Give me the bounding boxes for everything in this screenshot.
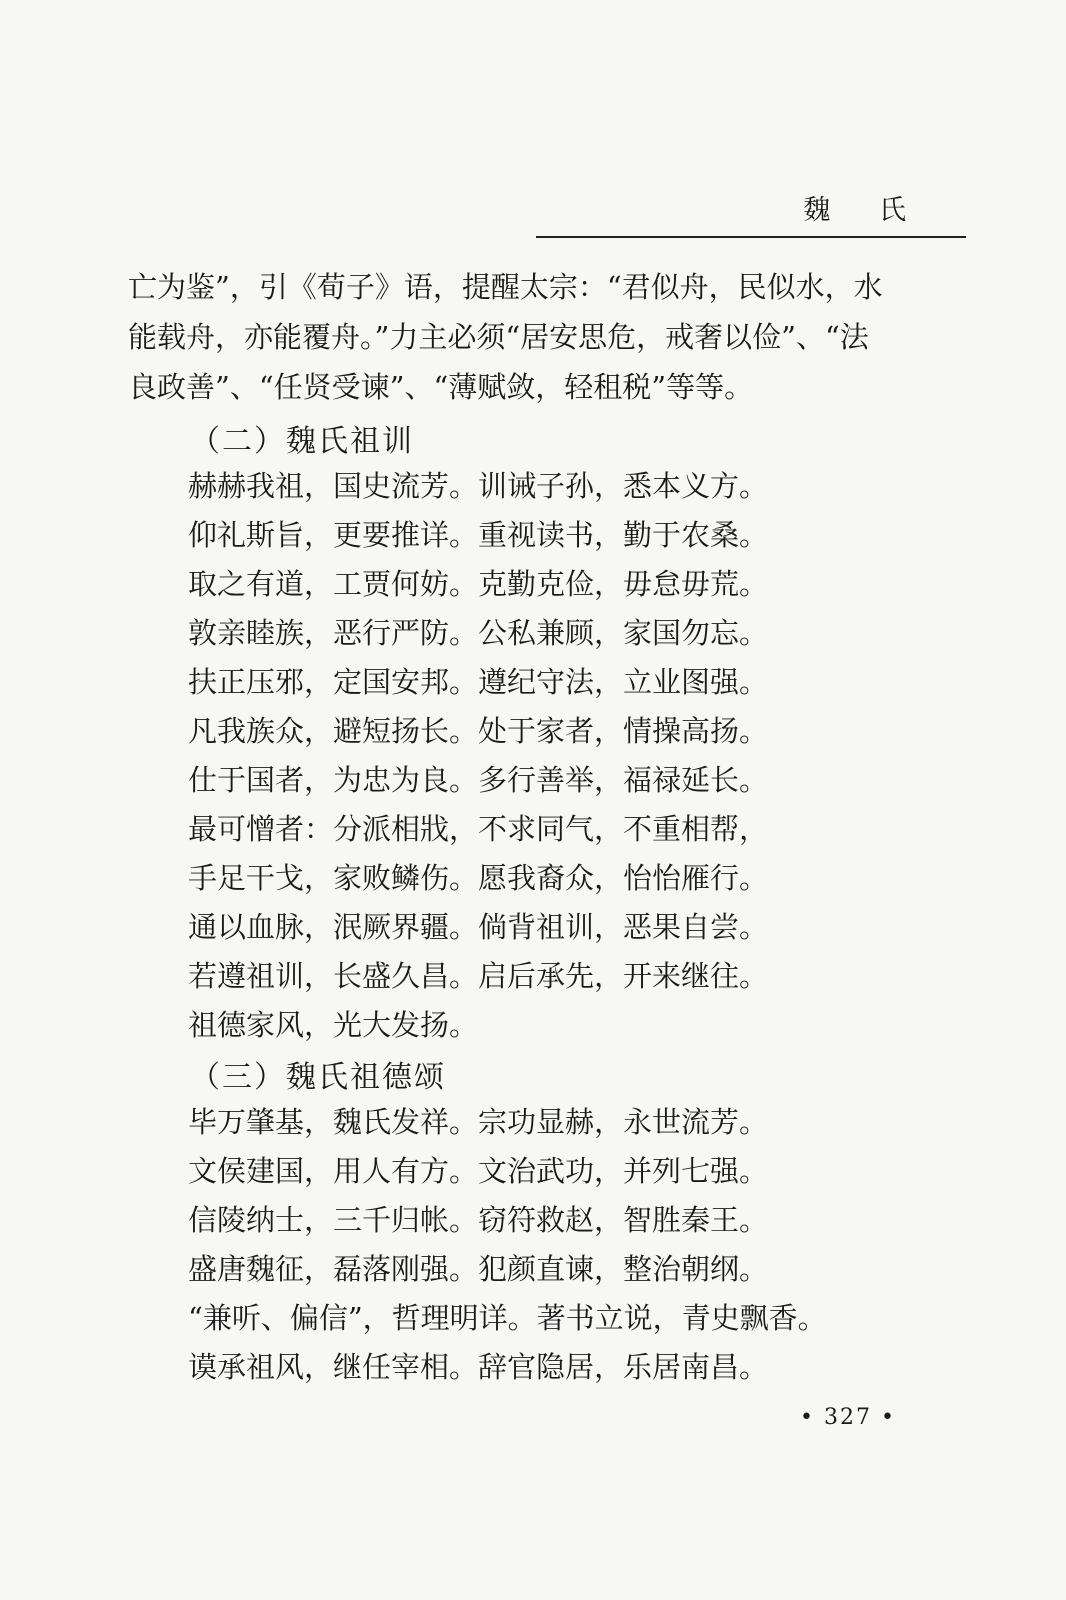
- verse-line: 文侯建国，用人有方。文治武功，并列七强。: [188, 1154, 769, 1188]
- verse-line: 赫赫我祖，国史流芳。训诫子孙，悉本义方。: [188, 469, 769, 503]
- section-heading-ancestral-instructions: （二）魏氏祖训: [190, 424, 414, 459]
- verse-line: 仕于国者，为忠为良。多行善举，福禄延长。: [188, 763, 769, 797]
- verse-line: 谟承祖风，继任宰相。辞官隐居，乐居南昌。: [188, 1350, 769, 1384]
- page-number: • 327 •: [800, 1405, 896, 1430]
- verse-line: 若遵祖训，长盛久昌。启后承先，开来继往。: [188, 959, 769, 993]
- ancestral-instructions-verse: [188, 462, 948, 1050]
- running-header: 魏 氏: [803, 195, 926, 226]
- verse-line: 仰礼斯旨，更要推详。重视读书，勤于农桑。: [188, 518, 769, 552]
- verse-line: 通以血脉，泯厥界疆。倘背祖训，恶果自尝。: [188, 910, 769, 944]
- verse-line: 凡我族众，避短扬长。处于家者，情操高扬。: [188, 714, 769, 748]
- verse-line: 扶正压邪，定国安邦。遵纪守法，立业图强。: [188, 665, 769, 699]
- verse-line: 手足干戈，家败鳞伤。愿我裔众，怡怡雁行。: [188, 861, 769, 895]
- section-heading-ancestral-virtue-ode: （三）魏氏祖德颂: [190, 1060, 446, 1095]
- verse-line: 祖德家风，光大发扬。: [188, 1008, 479, 1042]
- verse-line: 盛唐魏征，磊落刚强。犯颜直谏，整治朝纲。: [188, 1252, 769, 1286]
- verse-line: “兼听、偏信”，哲理明详。著书立说，青史飘香。: [188, 1301, 827, 1335]
- ancestral-virtue-ode-verse: [188, 1098, 948, 1392]
- intro-line: 良政善”、“任贤受谏”、“薄赋敛，轻租税”等等。: [128, 370, 754, 404]
- verse-line: 敦亲睦族，恶行严防。公私兼顾，家国勿忘。: [188, 616, 769, 650]
- verse-line: 最可憎者：分派相戕，不求同气，不重相帮，: [188, 812, 769, 846]
- intro-line: 能载舟，亦能覆舟。”力主必须“居安思危，戒奢以俭”、“法: [128, 320, 869, 354]
- intro-line: 亡为鉴”，引《荀子》语，提醒太宗：“君似舟，民似水，水: [128, 270, 883, 304]
- verse-line: 毕万肇基，魏氏发祥。宗功显赫，永世流芳。: [188, 1105, 769, 1139]
- header-rule: [536, 236, 966, 238]
- verse-line: 取之有道，工贾何妨。克勤克俭，毋怠毋荒。: [188, 567, 769, 601]
- verse-line: 信陵纳士，三千归帐。窃符救赵，智胜秦王。: [188, 1203, 769, 1237]
- intro-paragraph: [128, 262, 968, 412]
